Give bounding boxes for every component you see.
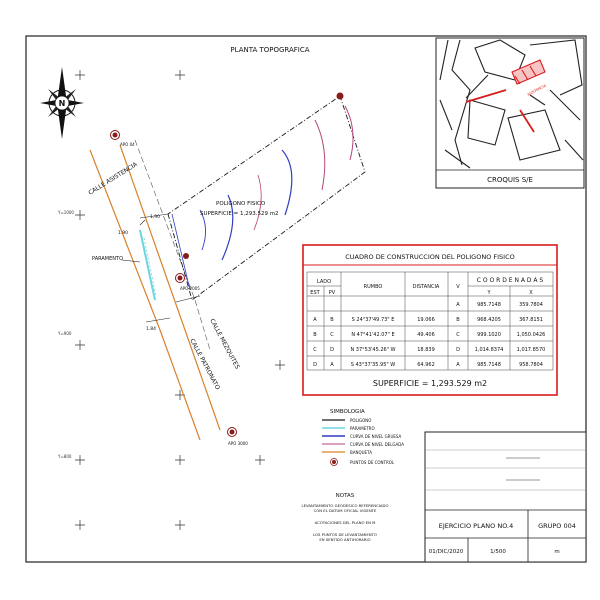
table-cell-x: 958.7804 (519, 362, 543, 368)
table-cell-y: 985.7148 (477, 362, 501, 368)
legend-item-label: PARAMETRO (350, 426, 375, 431)
polygon-area-label: SUPERFICIE = 1,293.529 m2 (200, 211, 279, 217)
table-cell-y: 999.1020 (477, 332, 501, 338)
table-cell-pv: A (330, 362, 334, 368)
street-label-patronato: CALLE PATRONATO (188, 337, 221, 391)
table-cell-pv: D (330, 347, 334, 353)
table-cell-v: D (456, 347, 460, 353)
table-cell-distancia: 18.839 (417, 347, 435, 353)
key-map-label: CROQUIS S/E (487, 176, 533, 184)
table-cell-v: A (456, 362, 460, 368)
parament-label: PARAMENTO (92, 256, 124, 262)
table-header-est: EST (310, 290, 320, 296)
legend-title: SIMBOLOGIA (330, 409, 365, 415)
construction-table (303, 245, 557, 395)
table-cell-est: C (313, 347, 317, 353)
sheet-title: PLANTA TOPOGRAFICA (230, 46, 310, 54)
grid-label-y2: Y=900 (58, 331, 72, 336)
note-line: CON EL DATUM OFICIAL VIGENTE (313, 508, 377, 513)
table-cell-y: 1,014.8374 (474, 347, 504, 353)
title-block-group: GRUPO 004 (538, 522, 576, 530)
table-cell-x: 359.7804 (519, 302, 543, 308)
table-cell-est: B (313, 332, 317, 338)
table-header-coordenadas: C O O R D E N A D A S (476, 277, 544, 284)
table-cell-rumbo: S 24°37'49.73" E (351, 317, 395, 323)
table-cell-rumbo: N 37°53'45.26" W (350, 347, 396, 353)
title-block-units: m (554, 549, 560, 555)
table-cell-x: 1,017.8570 (516, 347, 546, 353)
table-cell-distancia: 49.406 (417, 332, 435, 338)
title-block (425, 432, 586, 562)
table-cell-pv: B (330, 317, 334, 323)
table-cell-x: 1,050.0426 (516, 332, 546, 338)
table-header-pv: PV (328, 290, 336, 296)
street-label-asistencia: CALLE ASISTENCIA (87, 160, 139, 197)
title-block-scale: 1/500 (490, 549, 506, 555)
dimension-label-1: 1.90 (118, 231, 129, 236)
legend-control-point-label: PUNTOS DE CONTROL (350, 460, 395, 465)
table-cell-est: D (313, 362, 317, 368)
note-line: ACOTACIONES DEL PLANO EN M (314, 520, 376, 525)
table-header-distancia: DISTANCIA (412, 284, 440, 290)
grid-label-y1: Y=1000 (58, 210, 74, 215)
notes-title: NOTAS (335, 493, 355, 499)
control-point-label-mid: APO 2005 (180, 286, 200, 291)
table-header-lado: LADO (316, 279, 332, 285)
table-cell-distancia: 19.066 (417, 317, 435, 323)
legend-item-label: CURVA DE NIVEL DELGADA (350, 442, 405, 447)
legend-item-label: BANQUETA (350, 450, 372, 455)
vertex-marker-icon (337, 93, 344, 100)
table-cell-pv: C (330, 332, 334, 338)
title-block-date: 01/DIC/2020 (428, 549, 464, 555)
control-point-label-top: APO 04 (120, 142, 135, 147)
key-map (436, 38, 584, 188)
north-letter: N (58, 99, 66, 108)
table-header-y: Y (487, 290, 491, 296)
table-title: CUADRO DE CONSTRUCCION DEL POLIGONO FISICO (345, 253, 515, 261)
vertex-marker-icon (183, 253, 189, 259)
grid-label-y3: Y=800 (58, 454, 72, 459)
table-cell-rumbo: N 47°41'42.07" E (351, 332, 395, 338)
table-header-v: V (456, 284, 460, 290)
legend-item-label: CURVA DE NIVEL GRUESA (350, 434, 402, 439)
table-cell-est: A (313, 317, 317, 323)
table-header-rumbo: RUMBO (363, 284, 383, 290)
table-cell-y: 968.4205 (477, 317, 501, 323)
note-line: LOS PUNTOS DE LEVANTAMIENTO (313, 532, 377, 537)
table-cell-v: A (456, 302, 460, 308)
table-cell-v: B (456, 317, 460, 323)
table-cell-x: 367.8151 (519, 317, 543, 323)
table-superficie: SUPERFICIE = 1,293.529 m2 (372, 379, 488, 388)
note-line: EN SENTIDO ANTIHORARIO (319, 537, 371, 542)
table-cell-y: 985.7148 (477, 302, 501, 308)
table-cell-distancia: 64.962 (417, 362, 435, 368)
table-cell-v: C (456, 332, 460, 338)
note-line: LEVANTAMIENTO GEODESICO REFERENCIADO (301, 503, 389, 508)
legend-item-label: POLIGONO (350, 418, 372, 423)
key-map-street-label: ASISTENCIA (526, 83, 547, 97)
dimension-label-2: 1.84 (146, 327, 157, 332)
title-block-project: EJERCICIO PLANO NO.4 (438, 522, 514, 530)
control-point-label-bottom: APO 3000 (228, 441, 248, 446)
street-label-mezquites: CALLE MEZQUITES (208, 317, 241, 371)
table-cell-rumbo: S 43°37'35.95" W (350, 362, 396, 368)
table-header-x: X (529, 290, 533, 296)
dimension-label-3: 1.90 (150, 215, 161, 220)
polygon-label: POLIGONO FISICO (216, 201, 266, 207)
